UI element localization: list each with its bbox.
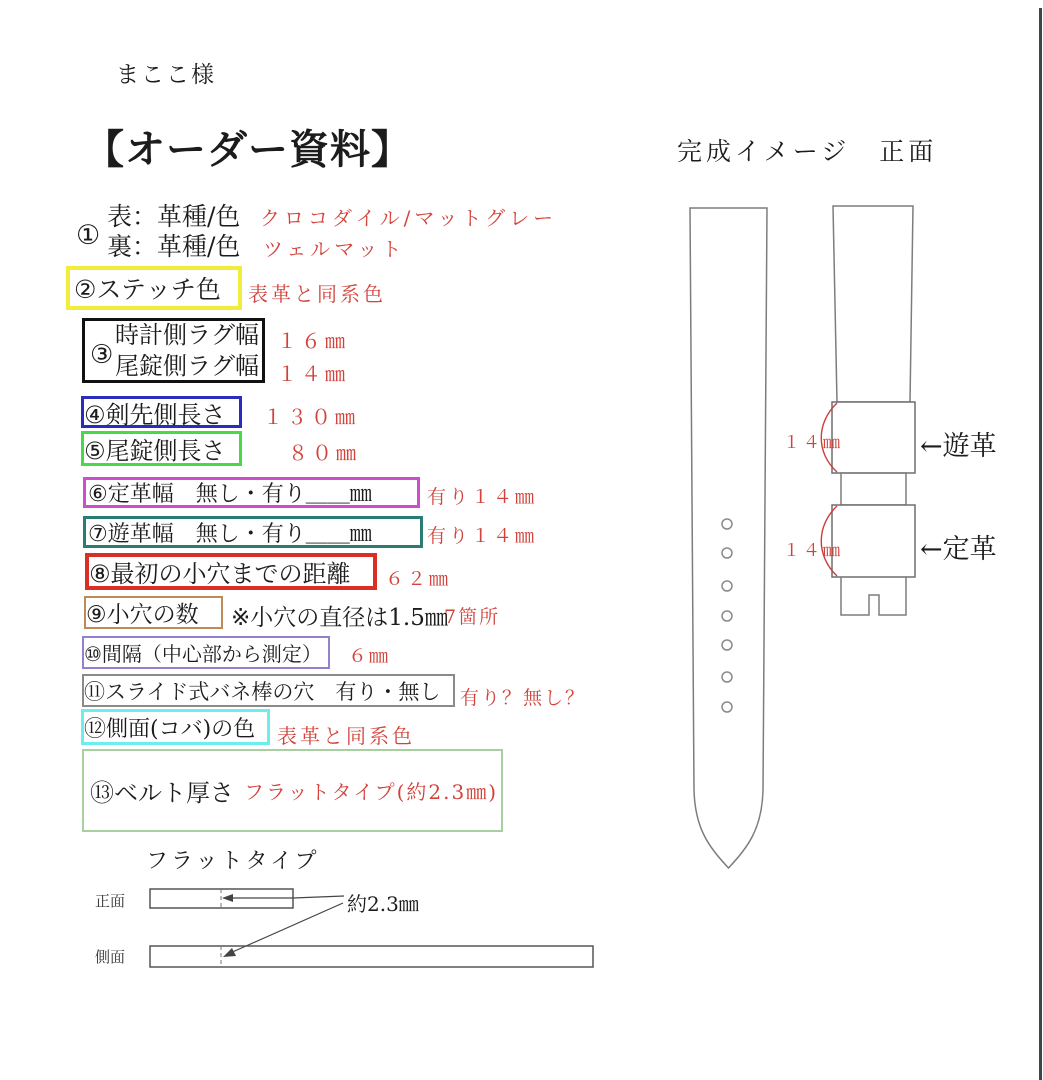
thickness-annotation: 約2.3㎜ xyxy=(347,892,419,916)
keeper-connector-rect xyxy=(841,473,906,505)
item10-value: ６㎜ xyxy=(348,645,391,667)
item7-box xyxy=(83,516,423,548)
item1-back-label: 裏：革種/色 xyxy=(107,232,241,261)
item6-box xyxy=(83,477,420,508)
right-edge-border xyxy=(1039,8,1042,1080)
loose-keeper-label: ←遊革 xyxy=(920,431,997,462)
item3-watch-side-label: 時計側ラグ幅 xyxy=(115,320,259,349)
strap-hole xyxy=(722,640,732,650)
strap-hole xyxy=(722,672,732,682)
item10-label: ⑩間隔（中心部から測定） xyxy=(84,642,322,666)
arrowhead-front xyxy=(222,894,233,902)
item3-number: ③ xyxy=(90,340,114,370)
item13-value: フラットタイプ(約2.3㎜) xyxy=(244,780,499,804)
strap-hole xyxy=(722,581,732,591)
item4-box xyxy=(81,396,242,428)
thickness-leader-kink xyxy=(293,896,344,898)
flat-type-heading: フラットタイプ xyxy=(146,849,320,874)
page-title: 【オーダー資料】 xyxy=(84,126,412,173)
strap-hole xyxy=(722,519,732,529)
item3-buckle-side-value: １４㎜ xyxy=(277,362,349,386)
strap-holes xyxy=(722,519,732,712)
item13-box xyxy=(82,749,503,832)
item11-value: 有り？無し？ xyxy=(460,687,587,709)
loose-keeper-width-value: １４㎜ xyxy=(783,433,843,453)
item1-back-value: ツェルマット xyxy=(263,237,406,261)
fixed-keeper-rect xyxy=(832,505,915,577)
item7-label: ⑦遊革幅 無し・有り＿＿㎜ xyxy=(88,521,372,547)
item9-note: ※小穴の直径は1.5㎜ xyxy=(231,605,448,631)
item6-label: ⑥定革幅 無し・有り＿＿㎜ xyxy=(88,482,372,507)
item9-box xyxy=(84,596,223,629)
arrowhead-side xyxy=(223,948,236,957)
item5-label: ⑤尾錠側長さ xyxy=(84,437,226,465)
item11-label: ⑪スライド式バネ棒の穴 有り・無し xyxy=(84,679,441,704)
item5-value: ８０㎜ xyxy=(288,441,360,465)
item3-buckle-side-label: 尾錠側ラグ幅 xyxy=(115,351,259,380)
buckle-end-tab-outline xyxy=(841,577,906,615)
item12-value: 表革と同系色 xyxy=(277,724,415,748)
item9-label: ⑨小穴の数 xyxy=(86,602,199,628)
item1-front-value: クロコダイル/マットグレー xyxy=(260,206,558,230)
tip-side-strap-outline xyxy=(690,208,767,868)
side-view-rect xyxy=(150,946,593,967)
flat-type-diagram xyxy=(140,882,610,977)
item10-box xyxy=(82,636,330,669)
item7-value: 有り１４㎜ xyxy=(427,525,538,547)
finished-image-heading: 完成イメージ 正面 xyxy=(677,137,938,166)
fixed-keeper-width-value: １４㎜ xyxy=(783,541,843,561)
customer-name: まここ様 xyxy=(116,62,216,88)
loose-keeper-rect xyxy=(832,402,915,473)
side-view-label: 側面 xyxy=(95,948,126,966)
item8-value: ６２㎜ xyxy=(385,568,452,590)
item6-value: 有り１４㎜ xyxy=(427,486,538,508)
item4-value: １３０㎜ xyxy=(263,405,359,429)
strap-hole xyxy=(722,548,732,558)
item2-value: 表革と同系色 xyxy=(248,282,386,306)
item2-label: ②ステッチ色 xyxy=(74,275,221,304)
item13-label: ⑬ベルト厚さ xyxy=(90,779,234,807)
item1-number: ① xyxy=(76,220,101,251)
item2-box xyxy=(66,266,242,310)
item8-label: ⑧最初の小穴までの距離 xyxy=(89,560,351,588)
item8-box xyxy=(85,553,377,590)
item3-box xyxy=(82,318,265,383)
item12-label: ⑫側面(コバ)の色 xyxy=(84,716,256,742)
item12-box xyxy=(81,709,270,745)
front-view-label: 正面 xyxy=(95,892,126,910)
fixed-keeper-label: ←定革 xyxy=(920,534,997,565)
buckle-side-strap-outline xyxy=(833,206,913,402)
item3-watch-side-value: １６㎜ xyxy=(277,329,349,353)
strap-hole xyxy=(722,702,732,712)
item1-front-label: 表：革種/色 xyxy=(107,202,241,231)
item9-value: 7箇所 xyxy=(444,606,501,628)
item11-box xyxy=(82,674,455,707)
item5-box xyxy=(81,431,242,466)
item4-label: ④剣先側長さ xyxy=(84,400,226,429)
strap-hole xyxy=(722,611,732,621)
